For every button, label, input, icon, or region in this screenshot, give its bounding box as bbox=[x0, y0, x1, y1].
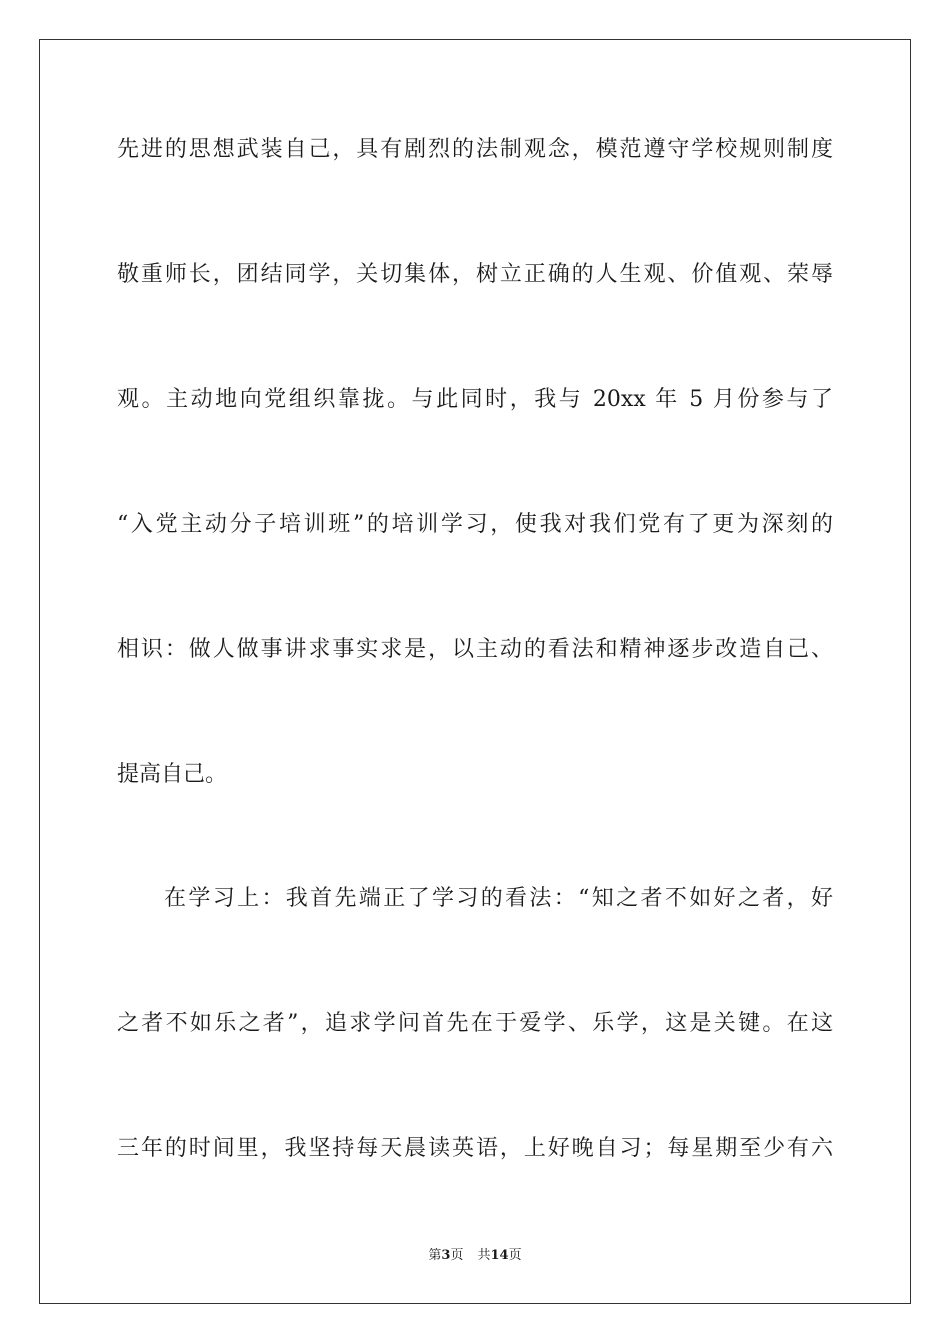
footer-page-prefix: 第 bbox=[428, 1248, 442, 1263]
body-line-5: 相识：做人做事讲求事实求是，以主动的看法和精神逐步改造自己、 bbox=[117, 637, 833, 662]
body-line-2: 敬重师长，团结同学，关切集体，树立正确的人生观、价值观、荣辱 bbox=[117, 262, 833, 287]
body-line-1: 先进的思想武装自己，具有剧烈的法制观念，模范遵守学校规则制度 bbox=[117, 137, 833, 162]
page-footer bbox=[0, 1246, 950, 1266]
body-line-9: 三年的时间里，我坚持每天晨读英语，上好晚自习；每星期至少有六 bbox=[117, 1136, 833, 1161]
page-border bbox=[39, 39, 911, 1304]
footer-total-prefix: 共 bbox=[477, 1248, 491, 1263]
body-line-6: 提高自己。 bbox=[117, 762, 228, 787]
footer-page-total: 14 bbox=[490, 1248, 509, 1263]
footer-total-suffix: 页 bbox=[508, 1248, 522, 1263]
body-line-7: 在学习上：我首先端正了学习的看法：“知之者不如好之者，好 bbox=[164, 886, 833, 911]
body-line-3: 观。主动地向党组织靠拢。与此同时，我与 20xx 年 5 月份参与了 bbox=[117, 387, 833, 412]
body-line-8: 之者不如乐之者”，追求学问首先在于爱学、乐学，这是关键。在这 bbox=[117, 1011, 833, 1036]
footer-page-current: 3 bbox=[441, 1248, 451, 1263]
footer-page-suffix: 页 bbox=[450, 1248, 464, 1263]
body-line-4: “入党主动分子培训班”的培训学习，使我对我们党有了更为深刻的 bbox=[117, 512, 833, 537]
